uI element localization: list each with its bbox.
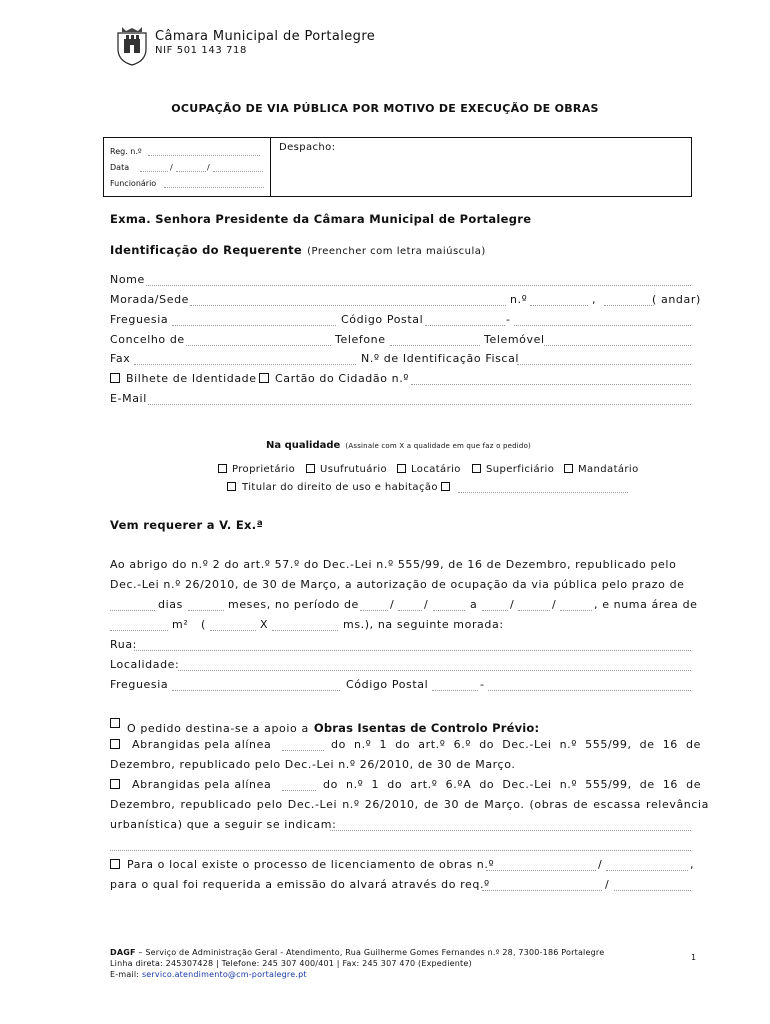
titular-checkbox[interactable] bbox=[227, 482, 236, 491]
freguesia-field[interactable] bbox=[172, 325, 336, 326]
footer-line-3 bbox=[110, 970, 307, 979]
office-box-divider bbox=[270, 137, 271, 196]
locatario-label: Locatário bbox=[411, 464, 461, 475]
reg-field[interactable] bbox=[148, 155, 260, 156]
processo-ano-field[interactable] bbox=[606, 870, 688, 871]
ms-label: ms.), na seguinte morada: bbox=[343, 618, 504, 631]
local-freguesia-field[interactable] bbox=[172, 690, 340, 691]
obras-descricao-field-1[interactable] bbox=[330, 830, 691, 831]
municipal-crest bbox=[114, 25, 150, 67]
outra-qualidade-checkbox[interactable] bbox=[441, 482, 450, 491]
funcionario-label: Funcionário bbox=[110, 179, 157, 188]
localidade-field[interactable] bbox=[178, 670, 691, 671]
periodo-slash-3: / bbox=[510, 598, 515, 611]
fax-label: Fax bbox=[110, 352, 131, 365]
qualidade-row bbox=[266, 433, 531, 452]
periodo-fim-dia[interactable] bbox=[482, 610, 508, 611]
codigo-postal-label: Código Postal bbox=[341, 313, 424, 326]
vem-requerer: Vem requerer a V. Ex.ª bbox=[110, 518, 264, 532]
processo-numero-field[interactable] bbox=[486, 870, 596, 871]
morada-num-field[interactable] bbox=[530, 305, 588, 306]
nome-field[interactable] bbox=[146, 285, 691, 286]
alinea-art6a-checkbox[interactable] bbox=[110, 779, 120, 789]
telefone-field[interactable] bbox=[390, 345, 480, 346]
freguesia-label: Freguesia bbox=[110, 313, 169, 326]
alinea-art6a-post: do n.º 1 do art.º 6.ºA do Dec.-Lei n.º 555/99, de 16 de bbox=[323, 778, 702, 791]
locatario-checkbox[interactable] bbox=[397, 464, 406, 473]
area-m2-field[interactable] bbox=[110, 630, 168, 631]
periodo-inicio-dia[interactable] bbox=[360, 610, 388, 611]
data-month-field[interactable] bbox=[176, 171, 206, 172]
email-field[interactable] bbox=[148, 404, 691, 405]
body-line-2: Dec.-Lei n.º 26/2010, de 30 de Março, a autorização de ocupação da via pública pelo prazo de bbox=[110, 578, 685, 591]
periodo-fim-mes[interactable] bbox=[518, 610, 550, 611]
obras-isentas-prefix: O pedido destina-se a apoio a bbox=[127, 722, 309, 735]
alinea-art6-checkbox[interactable] bbox=[110, 739, 120, 749]
alinea-art6-post: do n.º 1 do art.º 6.º do Dec.-Lei n.º 555/99, de 16 de bbox=[331, 738, 701, 751]
periodo-slash-2: / bbox=[424, 598, 429, 611]
local-codigo-postal-dash: - bbox=[480, 678, 485, 691]
periodo-inicio-ano[interactable] bbox=[433, 610, 465, 611]
superficiario-label: Superficiário bbox=[486, 464, 555, 475]
titular-label: Titular do direito de uso e habitação bbox=[242, 482, 438, 493]
concelho-field[interactable] bbox=[186, 345, 331, 346]
superficiario-checkbox[interactable] bbox=[472, 464, 481, 473]
org-name: Câmara Municipal de Portalegre bbox=[155, 29, 376, 44]
licenciamento-checkbox[interactable] bbox=[110, 859, 120, 869]
andar-label: ( andar) bbox=[652, 293, 701, 306]
morada-andar-field[interactable] bbox=[604, 305, 654, 306]
proprietario-label: Proprietário bbox=[232, 464, 296, 475]
greeting: Exma. Senhora Presidente da Câmara Municipal de Portalegre bbox=[110, 212, 532, 226]
local-codigo-postal-field-2[interactable] bbox=[488, 690, 691, 691]
meses-label: meses, no período de bbox=[228, 598, 359, 611]
periodo-inicio-mes[interactable] bbox=[398, 610, 422, 611]
dias-label: dias bbox=[158, 598, 183, 611]
m2-label: m² bbox=[172, 618, 189, 631]
mandatario-label: Mandatário bbox=[578, 464, 639, 475]
cc-checkbox[interactable] bbox=[259, 373, 269, 383]
morada-label: Morada/Sede bbox=[110, 293, 190, 306]
alinea-art6-pre: Abrangidas pela alínea bbox=[132, 738, 272, 751]
codigo-postal-field-1[interactable] bbox=[425, 325, 505, 326]
despacho-label: Despacho: bbox=[279, 142, 336, 153]
ident-heading: Identificação do Requerente bbox=[110, 243, 303, 257]
morada-num-label: n.º bbox=[510, 293, 528, 306]
open-paren: ( bbox=[201, 618, 206, 631]
largura-field[interactable] bbox=[272, 630, 338, 631]
x-label: X bbox=[260, 618, 269, 631]
nome-label: Nome bbox=[110, 273, 145, 286]
mandatario-checkbox[interactable] bbox=[564, 464, 573, 473]
req-numero-field[interactable] bbox=[482, 890, 602, 891]
processo-slash: / bbox=[598, 858, 603, 871]
alinea-art6a-line2: Dezembro, republicado pelo Dec.-Lei n.º 26/2010, de 30 de Março. (obras de escassa relevância bbox=[110, 798, 709, 811]
comprimento-field[interactable] bbox=[210, 630, 256, 631]
prazo-dias-field[interactable] bbox=[110, 610, 155, 611]
telefone-label: Telefone bbox=[335, 333, 386, 346]
req-ano-field[interactable] bbox=[614, 890, 691, 891]
documento-numero-field[interactable] bbox=[411, 384, 691, 385]
footer-line-2: Linha direta: 245307428 | Telefone: 245 307 400/401 | Fax: 245 307 470 (Expediente) bbox=[110, 959, 472, 968]
funcionario-field[interactable] bbox=[164, 187, 264, 188]
usufrutuario-checkbox[interactable] bbox=[306, 464, 315, 473]
reg-label: Reg. n.º bbox=[110, 147, 142, 156]
rua-label: Rua: bbox=[110, 638, 137, 651]
obras-isentas-bold: Obras Isentas de Controlo Prévio: bbox=[313, 721, 540, 735]
data-year-field[interactable] bbox=[213, 171, 263, 172]
periodo-fim-ano[interactable] bbox=[560, 610, 592, 611]
data-day-field[interactable] bbox=[140, 171, 168, 172]
footer-email-label: E-mail: bbox=[110, 970, 140, 979]
licenciamento-line2: para o qual foi requerida a emissão do alvará através do req.º bbox=[110, 878, 490, 891]
telemovel-field[interactable] bbox=[544, 345, 691, 346]
codigo-postal-dash: - bbox=[506, 313, 511, 326]
footer-email-link[interactable]: servico.atendimento@cm-portalegre.pt bbox=[141, 970, 307, 979]
localidade-label: Localidade: bbox=[110, 658, 180, 671]
req-slash: / bbox=[605, 878, 610, 891]
obras-isentas-checkbox[interactable] bbox=[110, 718, 120, 728]
morada-field[interactable] bbox=[190, 305, 506, 306]
codigo-postal-field-2[interactable] bbox=[514, 325, 691, 326]
morada-comma: , bbox=[592, 293, 597, 306]
qualidade-note: (Assinale com X a qualidade em que faz o pedido) bbox=[345, 442, 531, 450]
page-number: 1 bbox=[691, 953, 697, 962]
area-label: , e numa área de bbox=[594, 598, 698, 611]
org-nif: NIF 501 143 718 bbox=[155, 45, 247, 56]
data-slash-1: / bbox=[170, 163, 173, 172]
local-freguesia-label: Freguesia bbox=[110, 678, 169, 691]
data-slash-2: / bbox=[207, 163, 210, 172]
footer-dagf: DAGF bbox=[110, 948, 136, 957]
local-codigo-postal-field-1[interactable] bbox=[432, 690, 478, 691]
office-use-box bbox=[103, 137, 692, 197]
document-title: OCUPAÇÃO DE VIA PÚBLICA POR MOTIVO DE EXECUÇÃO DE OBRAS bbox=[171, 102, 599, 115]
nif-field[interactable] bbox=[517, 364, 691, 365]
outra-qualidade-field[interactable] bbox=[458, 492, 628, 493]
data-label: Data bbox=[110, 163, 130, 172]
qualidade-label: Na qualidade bbox=[266, 440, 341, 451]
licenciamento-line1: Para o local existe o processo de licenciamento de obras n.º bbox=[127, 858, 495, 871]
email-label: E-Mail bbox=[110, 392, 147, 405]
processo-comma: , bbox=[690, 858, 695, 871]
body-line-1: Ao abrigo do n.º 2 do art.º 57.º do Dec.-Lei n.º 555/99, de 16 de Dezembro, republicado pelo bbox=[110, 558, 677, 571]
obras-isentas-row bbox=[127, 717, 539, 736]
fax-field[interactable] bbox=[134, 364, 356, 365]
prazo-meses-field[interactable] bbox=[188, 610, 224, 611]
usufrutuario-label: Usufrutuário bbox=[320, 464, 388, 475]
concelho-label: Concelho de bbox=[110, 333, 185, 346]
bi-label: Bilhete de Identidade bbox=[126, 372, 257, 385]
ident-heading-row bbox=[110, 239, 486, 258]
alinea-art6a-line3: urbanística) que a seguir se indicam: bbox=[110, 818, 337, 831]
alinea-art6-field[interactable] bbox=[282, 750, 324, 751]
periodo-slash-4: / bbox=[552, 598, 557, 611]
alinea-art6a-field[interactable] bbox=[282, 790, 316, 791]
nif-label: N.º de Identificação Fiscal bbox=[361, 352, 520, 365]
cc-label: Cartão do Cidadão n.º bbox=[275, 372, 410, 385]
ident-note: (Preencher com letra maiúscula) bbox=[307, 246, 486, 257]
proprietario-checkbox[interactable] bbox=[218, 464, 227, 473]
footer-address: – Serviço de Administração Geral - Atendimento, Rua Guilherme Gomes Fernandes n.º 28, 7300-186 Portalegre bbox=[135, 948, 605, 957]
periodo-a-label: a bbox=[470, 598, 478, 611]
bi-checkbox[interactable] bbox=[110, 373, 120, 383]
alinea-art6-line2: Dezembro, republicado pelo Dec.-Lei n.º 26/2010, de 30 de Março. bbox=[110, 758, 516, 771]
footer-line-1 bbox=[110, 948, 604, 957]
rua-field[interactable] bbox=[134, 650, 691, 651]
alinea-art6a-pre: Abrangidas pela alínea bbox=[132, 778, 272, 791]
periodo-slash-1: / bbox=[390, 598, 395, 611]
telemovel-label: Telemóvel bbox=[484, 333, 545, 346]
local-codigo-postal-label: Código Postal bbox=[346, 678, 429, 691]
obras-descricao-field-2[interactable] bbox=[110, 850, 691, 851]
